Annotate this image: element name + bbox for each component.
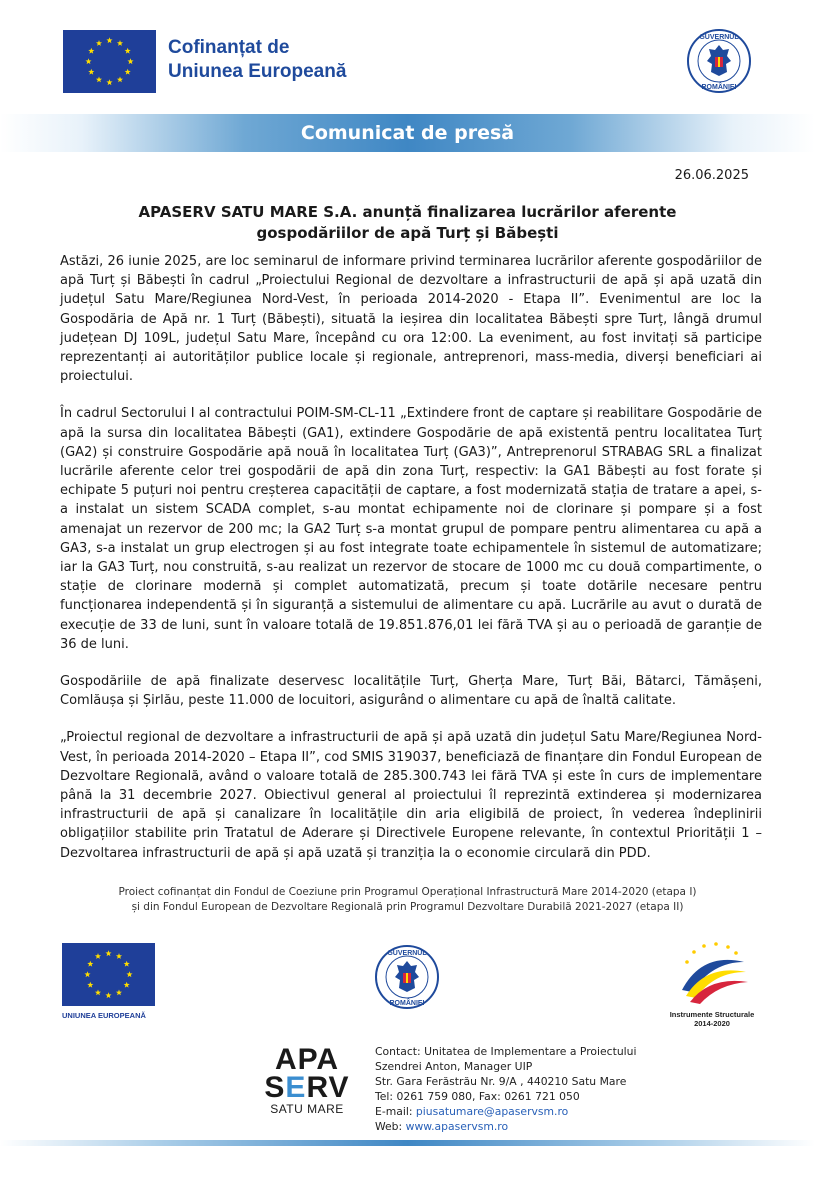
- apaserv-logo-apa: APA: [274, 1043, 340, 1076]
- email-label: E-mail:: [375, 1105, 416, 1118]
- apaserv-logo: [262, 1043, 352, 1116]
- eu-star-icon: [96, 76, 102, 82]
- funding-note: [60, 885, 755, 915]
- svg-text:GUVERNUL: GUVERNUL: [387, 950, 427, 957]
- eu-star-icon: [124, 982, 130, 988]
- apaserv-logo-serv: [262, 1071, 352, 1104]
- contact-line1: Contact: Unitatea de Implementare a Proiectului: [375, 1045, 637, 1058]
- government-seal-top: [686, 28, 752, 94]
- eu-star-icon: [85, 58, 91, 64]
- eu-star-icon: [126, 971, 132, 977]
- eu-stars-icon: [62, 943, 155, 1006]
- eu-star-icon: [106, 37, 112, 43]
- press-release-body: [60, 252, 762, 881]
- eu-star-icon: [95, 989, 101, 995]
- funding-note-line1: Proiect cofinanțat din Fondul de Coeziune prin Programul Operațional Infrastructură Mare 2014-2020 (etapa I): [118, 886, 697, 898]
- structural-instruments-swoosh-icon: [672, 940, 752, 1008]
- eu-star-icon: [124, 961, 130, 967]
- press-release-title: [60, 202, 755, 244]
- contact-phone: Tel: 0261 759 080, Fax: 0261 721 050: [375, 1090, 580, 1103]
- title-line1: APASERV SATU MARE S.A. anunță finalizarea lucrărilor aferente: [138, 203, 677, 221]
- title-line2: gospodăriilor de apă Turț și Băbești: [256, 224, 559, 242]
- banner-title: Comunicat de presă: [300, 122, 515, 144]
- email-link[interactable]: piusatumare@apaservsm.ro: [415, 1105, 569, 1118]
- instrumente-structurale-label: [657, 1010, 767, 1028]
- bottom-decorative-bar: [0, 1140, 815, 1146]
- eu-star-icon: [105, 992, 111, 998]
- eu-stars-icon: [63, 30, 156, 93]
- web-link[interactable]: www.apaservsm.ro: [405, 1120, 509, 1133]
- cofinantat-logo-text: [168, 36, 346, 84]
- cofinantat-line1: Cofinanțat de: [168, 37, 290, 58]
- eu-star-icon: [95, 953, 101, 959]
- eu-flag-top: [63, 30, 156, 93]
- apaserv-logo-rv: RV: [306, 1071, 350, 1104]
- svg-text:ROMÂNIEI: ROMÂNIEI: [389, 1000, 425, 1007]
- contact-line2: Szendrei Anton, Manager UIP: [375, 1060, 533, 1073]
- eu-star-icon: [125, 48, 131, 54]
- eu-star-icon: [125, 69, 131, 75]
- eu-star-icon: [106, 79, 112, 85]
- eu-star-icon: [84, 971, 90, 977]
- svg-text:ROMÂNIEI: ROMÂNIEI: [701, 84, 737, 91]
- funding-note-line2: și din Fondul European de Dezvoltare Regională prin Programul Dezvoltare Durabilă 2021-2027 (etapa II): [131, 901, 684, 913]
- apaserv-logo-satu-mare: SATU MARE: [270, 1102, 344, 1116]
- release-date: 26.06.2025: [674, 168, 749, 183]
- is-label-line1: Instrumente Structurale: [669, 1010, 755, 1019]
- eu-star-icon: [127, 58, 133, 64]
- eu-star-icon: [96, 40, 102, 46]
- government-seal-bottom: [374, 944, 440, 1010]
- eu-flag-bottom: [62, 943, 155, 1006]
- contact-web-row: [375, 1119, 637, 1134]
- web-label: Web:: [375, 1120, 406, 1133]
- paragraph-1: Astăzi, 26 iunie 2025, are loc seminarul de informare privind terminarea lucrărilor aferente gospodăriilor de apă Turț și Băbești în cadrul „Proiectului Regional de dezvoltare a infrastructurii de apă și apă uzată din județul Satu Mare/Regiunea Nord-Vest, în perioada 2014-2020 - Etapa II”. Evenimentul are loc la Gospodăria de Apă nr. 1 Turț (Băbești), situată la ieșirea din localitatea Băbești spre Turț, lângă drumul județean DJ 109L, județul Satu Mare, începând cu ora 12:00. La eveniment, au fost invitați să participe reprezentanți ai autorităților publice locale și regionale, antreprenori, mass-media, diverși beneficiari ai proiectului.: [60, 254, 762, 385]
- contact-address: Str. Gara Ferăstrău Nr. 9/A , 440210 Satu Mare: [375, 1075, 627, 1088]
- svg-text:GUVERNUL: GUVERNUL: [699, 34, 739, 41]
- romania-coat-of-arms-icon: [374, 944, 440, 1010]
- apaserv-logo-s: S: [264, 1071, 286, 1104]
- is-label-line2: 2014-2020: [694, 1019, 730, 1028]
- eu-star-icon: [117, 40, 123, 46]
- eu-star-icon: [88, 69, 94, 75]
- press-release-banner: [0, 114, 815, 152]
- eu-label: UNIUNEA EUROPEANĂ: [62, 1011, 146, 1020]
- instrumente-structurale-logo: [672, 940, 752, 1008]
- apaserv-logo-e: E: [285, 1071, 307, 1104]
- paragraph-3: Gospodăriile de apă finalizate deservesc localitățile Turț, Gherța Mare, Turț Băi, Bătarci, Tămășeni, Comlăușa și Șirlău, peste 11.000 de locuitori, asigurând o alimentare cu apă de înaltă calitate.: [60, 674, 762, 709]
- cofinantat-line2: Uniunea Europeană: [168, 61, 347, 82]
- eu-star-icon: [116, 953, 122, 959]
- eu-star-icon: [87, 982, 93, 988]
- romania-coat-of-arms-icon: [686, 28, 752, 94]
- contact-email-row: [375, 1104, 637, 1119]
- contact-block: [375, 1044, 637, 1134]
- eu-star-icon: [105, 950, 111, 956]
- eu-star-icon: [117, 76, 123, 82]
- paragraph-2: În cadrul Sectorului I al contractului POIM-SM-CL-11 „Extindere front de captare și reabilitare Gospodărie de apă la sursa din localitatea Băbești (GA1), extindere Gospodărie de apă existentă pentru localitatea Turț (GA2) și construire Gospodărie apă nouă în localitatea Turț (GA3)”, Antreprenorul STRABAG SRL a finalizat lucrările aferente celor trei gospodării de apă din zona Turț, respectiv: la GA1 Băbești au fost forate și echipate 5 puțuri noi pentru creșterea capacității de captare, a fost modernizată stația de tratare a apei, s-a instalat un sistem SCADA complet, s-au montat echipamente noi de clorinare și pompare și a fost amenajat un rezervor de 200 mc; la GA2 Turț s-a montat grupul de pompare pentru alimentarea cu apă a GA3, s-a instalat un grup electrogen și au fost integrate toate echipamentele în sistemul de automatizare; iar la GA3 Turț, nou construită, s-au realizat un rezervor de stocare de 1000 mc cu două compartimente, o stație de clorinare modernă și complet automatizată, precum și toate dotările necesare pentru funcționarea independentă și în siguranță a sistemului de alimentare cu apă. Lucrările au avut o durată de execuție de 33 de luni, sunt în valoare totală de 19.851.876,01 lei fără TVA și au o perioadă de garanție de 36 de luni.: [60, 406, 762, 652]
- eu-star-icon: [116, 989, 122, 995]
- paragraph-4: „Proiectul regional de dezvoltare a infrastructurii de apă și apă uzată din județul Satu Mare/Regiunea Nord-Vest, în perioada 2014-2020 – Etapa II”, cod SMIS 319037, beneficiază de finanțare din Fondul European de Dezvoltare Regională, având o valoare totală de 285.300.743 lei fără TVA și este în curs de implementare până la 31 decembrie 2027. Obiectivul general al proiectului îl reprezintă extinderea și modernizarea infrastructurii de apă și canalizare în localitățile din aria eligibilă de proiect, în vederea îndeplinirii obligațiilor stabilite prin Tratatul de Aderare și Directivele Europene relevante, în contextul Priorității 1 – Dezvoltarea infrastructurii de apă și apă uzată și tranziția la o economie circulară din PDD.: [60, 730, 762, 861]
- eu-star-icon: [88, 48, 94, 54]
- eu-star-icon: [87, 961, 93, 967]
